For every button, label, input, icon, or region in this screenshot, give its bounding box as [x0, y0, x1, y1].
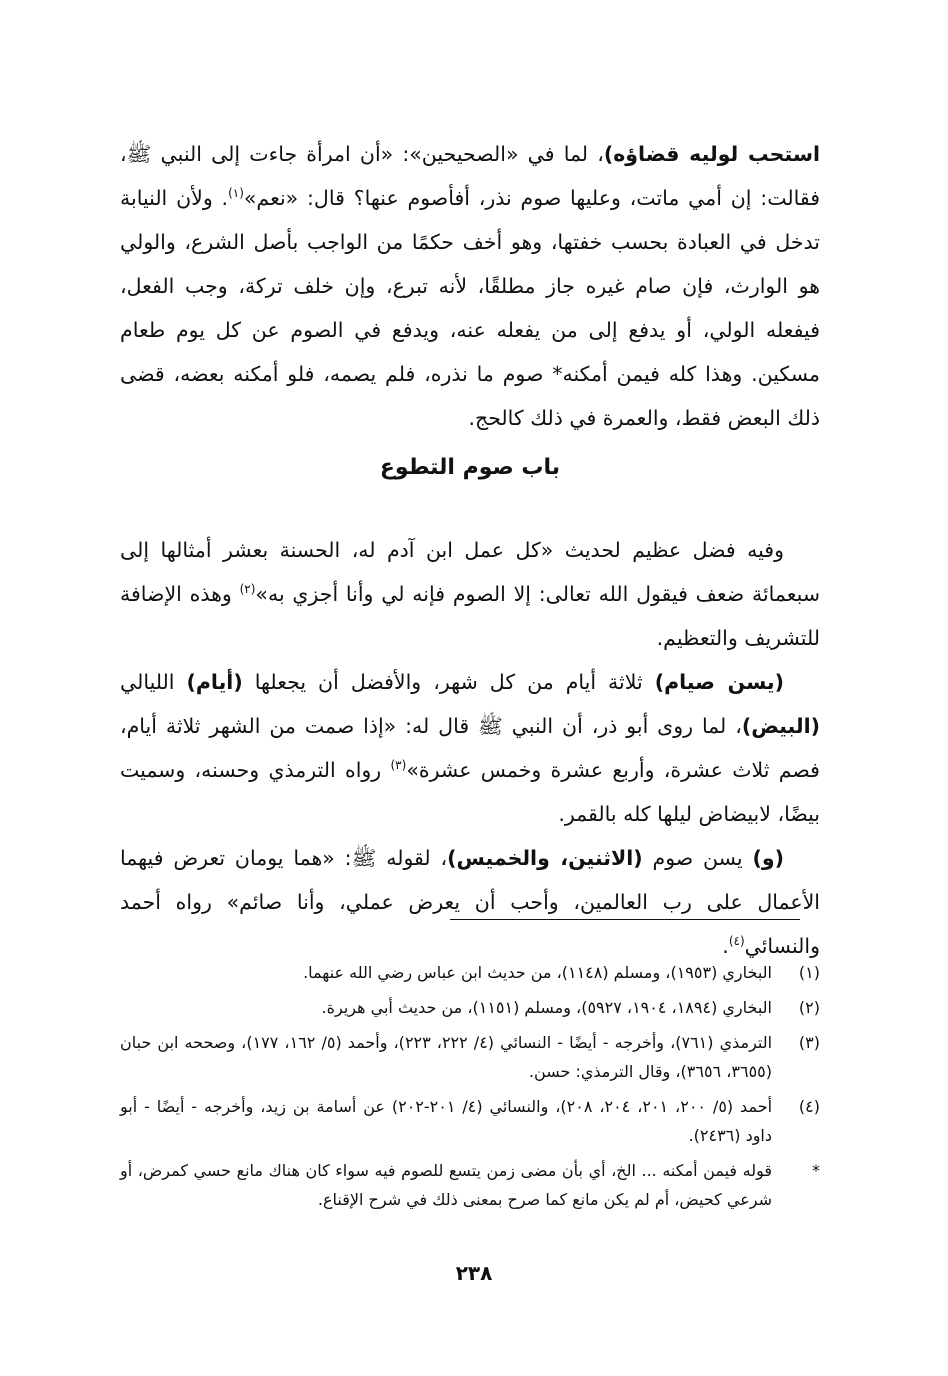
- footnote: [120, 958, 820, 987]
- text-run: وهذه الإضافة للتشريف والتعظيم.: [120, 582, 820, 650]
- bold-term: (البيض): [741, 714, 820, 738]
- footnotes: [120, 958, 820, 1220]
- text-run: الليالي: [120, 670, 187, 694]
- footnote: [120, 1028, 820, 1086]
- text-run: . ولأن النيابة تدخل في العبادة بحسب خفتها، وهو أخف حكمًا من الواجب بأصل الشرع، والولي هو الوارث، فإن صام غيره جاز مطلقًا، لأنه تبرع، وإن خلف تركة، وجب الفعل، فيفعله الولي، أو يدفع إلى من يفعله عنه، ويدفع في الصوم عن كل يوم طعام مسكين. وهذا كله فيمن أمكنه* صوم ما نذره، فلم يصمه، فلو أمكنه بعضه، قضى ذلك البعض فقط، والعمرة في ذلك كالحج.: [120, 186, 820, 430]
- text-run: ، لما روى أبو ذر، أن النبي ﷺ قال له: «إذا صمت من الشهر ثلاثة أيام، فصم ثلاث عشرة، وأربع عشرة وخمس عشرة»: [120, 714, 820, 782]
- footnote-ref-1: (١): [228, 186, 244, 201]
- footnote-text: البخاري (١٨٩٤، ١٩٠٤، ٥٩٢٧)، ومسلم (١١٥١)، من حديث أبي هريرة.: [321, 998, 772, 1017]
- footnote-number: (٤): [798, 1097, 820, 1116]
- paragraph-virtue: [120, 528, 820, 660]
- footnote-asterisk: *: [812, 1161, 820, 1180]
- footnote-ref-3: (٣): [390, 758, 407, 773]
- bold-term: (و): [752, 846, 784, 870]
- text-run: رواه الترمذي وحسنه، وسميت بيضًا، لابيضاض ليلها كله بالقمر.: [120, 758, 820, 826]
- text-run: ، لما في «الصحيحين»: «أن امرأة جاءت إلى النبي ﷺ، فقالت: إن أمي ماتت، وعليها صوم نذر، أفأصوم عنها؟ قال: «نعم»: [120, 142, 821, 210]
- footnote-text: البخاري (١٩٥٣)، ومسلم (١١٤٨)، من حديث ابن عباس رضي الله عنهما.: [303, 963, 772, 982]
- footnote-number: (١): [798, 963, 820, 982]
- footnote: [120, 993, 820, 1022]
- paragraph-monday-thursday: [120, 836, 820, 968]
- chapter-heading: باب صوم التطوع: [379, 455, 561, 480]
- voluntary-fasting-block: [120, 528, 820, 968]
- text-run: ، لقوله ﷺ: «هما يومان تعرض فيهما الأعمال على رب العالمين، وأحب أن يعرض عملي، وأنا صائم» رواه أحمد والنسائي: [120, 846, 820, 958]
- footnote-number: (٣): [798, 1033, 820, 1052]
- footnote-commentary: [120, 1156, 820, 1214]
- text-run: .: [722, 934, 729, 958]
- bold-term: (أيام): [186, 670, 243, 694]
- footnote-separator: [450, 919, 800, 920]
- text-run: وفيه فضل عظيم لحديث «كل عمل ابن آدم له، الحسنة بعشر أمثالها إلى سبعمائة ضعف فيقول الله تعالى: إلا الصوم فإنه لي وأنا أجزي به»: [120, 538, 821, 606]
- footnote-text: قوله فيمن أمكنه ... الخ، أي بأن مضى زمن يتسع للصوم فيه سواء كان هناك مانع حسي كمرض، أو شرعي كحيض، أم لم يكن مانع كما صرح بمعنى ذلك في شرح الإقناع.: [120, 1161, 772, 1209]
- footnote-ref-2: (٢): [239, 582, 256, 597]
- bold-term: (يسن صيام): [654, 670, 785, 694]
- text-run: يسن صوم: [642, 846, 753, 870]
- opening-paragraph-block: [120, 132, 820, 440]
- text-run: ثلاثة أيام من كل شهر، والأفضل أن يجعلها: [242, 670, 655, 694]
- bold-term: (الاثنين، والخميس): [447, 846, 643, 870]
- footnote-number: (٢): [798, 998, 820, 1017]
- footnote-text: أحمد (٥/ ٢٠٠، ٢٠١، ٢٠٤، ٢٠٨)، والنسائي (٤/ ٢٠١-٢٠٢) عن أسامة بن زيد، وأخرجه - أيضًا - أبو داود (٢٤٣٦).: [120, 1097, 773, 1145]
- footnote-ref-4: (٤): [728, 934, 745, 949]
- footnote: [120, 1092, 820, 1150]
- bold-lead: استحب لوليه قضاؤه): [603, 142, 821, 166]
- paragraph-vow-fasting: [120, 132, 820, 440]
- paragraph-white-days: [120, 660, 820, 836]
- page-number: ٢٣٨: [455, 1261, 493, 1285]
- footnote-text: الترمذي (٧٦١)، وأخرجه - أيضًا - النسائي (٤/ ٢٢٢، ٢٢٣)، وأحمد (٥/ ١٦٢، ١٧٧)، وصححه ابن حبان (٣٦٥٥، ٣٦٥٦)، وقال الترمذي: حسن.: [120, 1033, 773, 1081]
